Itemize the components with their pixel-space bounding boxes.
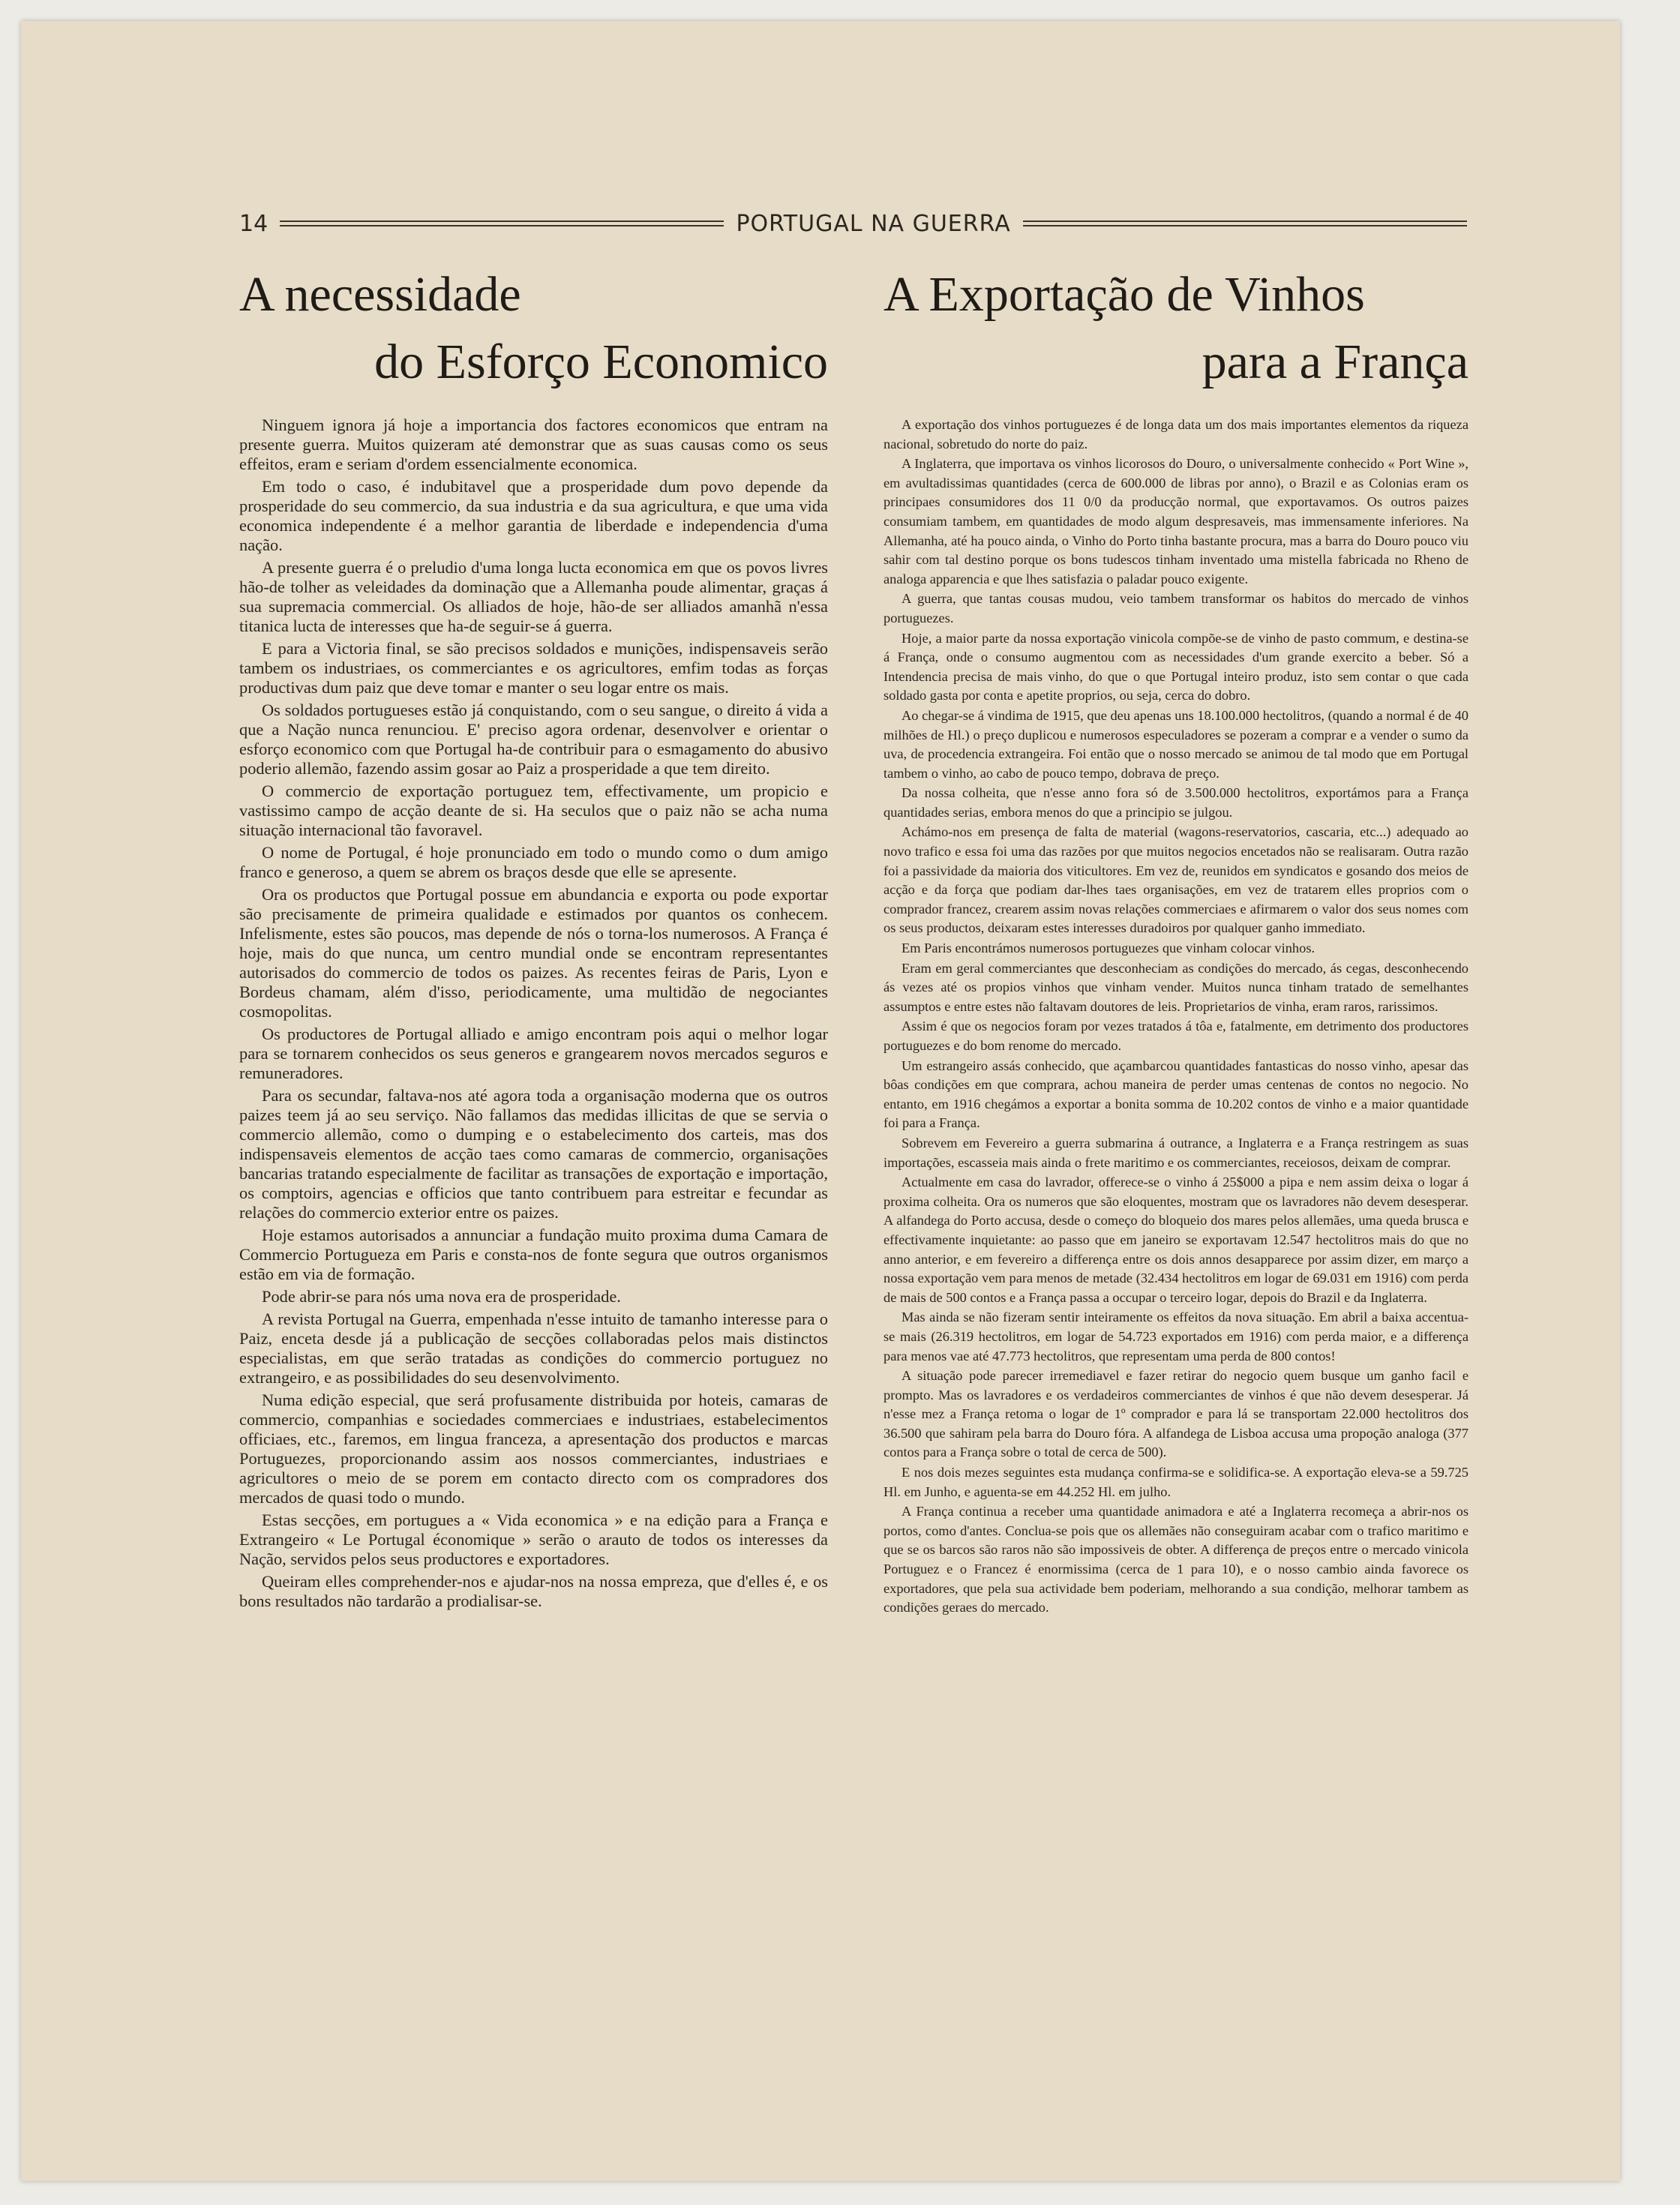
left-paragraph: Em todo o caso, é indubitavel que a prosperidade dum povo depende da prosperidade do seu commercio, da sua industria e da sua agricultura, e que uma vida economica independente é a melhor garantia de liberdade e independencia d'uma nação. [239,477,828,554]
right-paragraph: Assim é que os negocios foram por vezes tratados á tôa e, fatalmente, em detrimento dos productores portuguezes e do bom renome do mercado. [884,1018,1468,1053]
right-article [884,261,1468,1618]
right-paragraph: Achámo-nos em presença de falta de material (wagons-reservatorios, cascaria, etc...) adequado ao novo trafico e essa foi uma das razões por que muitos negocios encetados não se realisaram. Outra razão foi a passividade da maioria dos viticultores. Em vez de, reunidos em syndicatos e gosando dos meios de acção e da força que podiam dar-lhes taes organisações, em vez de tratarem elles proprios com o comprador francez, crearem assim novas relações commerciaes e afirmarem o valor dos seus nomes com os seus productos, deixaram estes interesses duradoiros por qualquer ganho immediato. [884,824,1468,936]
header-rule-left [280,220,724,226]
right-title-line2: para a França [1202,334,1468,389]
right-paragraph: Eram em geral commerciantes que desconheciam as condições do mercado, ás cegas, desconhecendo ás vezes até os propios vinhos que vinham vender. Muitos nunca tinham tratado de semelhantes assumptos e entre estes não faltavam doutores de leis. Proprietarios de vinha, eram raros, rarissimos. [884,960,1468,1014]
left-title-line1: A necessidade [239,267,521,322]
left-paragraph: Os productores de Portugal alliado e amigo encontram pois aqui o melhor logar para se tornarem conhecidos os seus generos e grangearem novos mercados seguros e remuneradores. [239,1024,828,1082]
right-paragraph: A Inglaterra, que importava os vinhos licorosos do Douro, o universalmente conhecido « Port Wine », em avultadissimas quantidades (cerca de 600.000 de libras por anno), o Brazil e as Colonias eram os principaes consumidores dos 11 0/0 da producção normal, que exportavamos. Os outros paizes consumiam tambem, em quantidades de modo algum despresaveis, mas immensamente inferiores. Na Allemanha, até ha pouco ainda, o Vinho do Porto tinha bastante procura, mas a barra do Douro pouco viu sahir com tal destino porque os bons tudescos tinham inventado uma mistella fabricada no Rheno de analoga apparencia e que lhes satisfazia o paladar pouco exigente. [884,456,1468,586]
left-article-title [239,261,828,396]
right-paragraph: A França continua a receber uma quantidade animadora e até a Inglaterra recomeça a abrir-nos os portos, como d'antes. Conclua-se pois que os allemães não conseguiram acabar com o trafico maritimo e que se os barcos são raros não são impossiveis de obter. A differença de preços entre o mercado vinicola Portuguez e o Francez é enormissima (cerca de 1 para 10), e o nosso cambio ainda favorece os exportadores, que pela sua actividade bem poderiam, melhorando a sua condição, melhorar tambem as condições geraes do mercado. [884,1504,1468,1616]
left-paragraph: Estas secções, em portugues a « Vida economica » e na edição para a França e Extrangeiro « Le Portugal économique » serão o arauto de todos os interesses da Nação, servidos pelos seus productores e exportadores. [239,1510,828,1568]
left-paragraph: Pode abrir-se para nós uma nova era de prosperidade. [262,1287,621,1306]
magazine-page [21,21,1620,2181]
right-paragraph: A situação pode parecer irremediavel e fazer retirar do negocio quem busque um ganho facil e prompto. Mas os lavradores e os verdadeiros commerciantes de vinhos é que não devem desesperar. Já n'esse mez a França retoma o logar de 1º comprador e para lá se transportam 22.000 hectolitros dos 36.500 que sahiram pela barra do Douro fóra. A alfandega de Lisboa accusa uma propoção analoga (377 contos para a França sobre o total de cerca de 500). [884,1368,1468,1460]
right-paragraph: Sobrevem em Fevereiro a guerra submarina á outrance, a Inglaterra e a França restringem as suas importações, escasseia mais ainda o frete maritimo e os commerciantes, receiosos, deixam de comprar. [884,1135,1468,1170]
left-paragraph: Para os secundar, faltava-nos até agora toda a organisação moderna que os outros paizes teem já ao seu serviço. Não fallamos das medidas illicitas de que se servia o commercio allemão, como o dumping e o estabelecimento dos carteis, mas dos indispensaveis elementos de acção taes como camaras de commercio, organisações bancarias tratando especialmente de facilitar as transações de exportação e importação, os comptoirs, agencias e officios que tanto contribuem para estreitar e fecundar as relações do commercio exterior entre os paizes. [239,1086,828,1222]
right-article-body [884,416,1468,1618]
left-paragraph: Ninguem ignora já hoje a importancia dos factores economicos que entram na presente guerra. Muitos quizeram até demonstrar que as suas causas como os seus effeitos, eram e seriam d'ordem essencialmente economica. [239,416,828,473]
right-title-line1: A Exportação de Vinhos [884,267,1365,322]
left-paragraph: Os soldados portugueses estão já conquistando, com o seu sangue, o direito á vida a que a Nação nunca renunciou. E' preciso agora ordenar, desenvolver e orientar o esforço economico com que Portugal ha-de contribuir para o esmagamento do abusivo poderio allemão, fazendo assim gosar ao Paiz a prosperidade a que tem direito. [239,700,828,778]
left-paragraph: Numa edição especial, que será profusamente distribuida por hoteis, camaras de commercio, companhias e sociedades commerciaes e industriaes, estabelecimentos officiaes, etc., faremos, em lingua franceza, a apresentação dos productos e marcas Portuguezes, proporcionando assim aos nossos commerciantes, industriaes e agricultores o meio de se porem em contacto directo com os compradores dos mercados de quasi todo o mundo. [239,1390,828,1507]
left-article-body [239,416,828,1611]
left-paragraph: Ora os productos que Portugal possue em abundancia e exporta ou pode exportar são precisamente de primeira qualidade e estimados por quantos os conhecem. Infelismente, estes são poucos, mas depende de nós o torna-los numerosos. A França é hoje, mais do que nunca, um centro mundial onde se encontram representantes autorisados do commercio de todos os paizes. As recentes feiras de Paris, Lyon e Bordeus chamam, além d'isso, periodicamente, uma multidão de negociantes cosmopolitas. [239,885,828,1021]
left-article [239,261,828,1614]
left-paragraph: E para a Victoria final, se são precisos soldados e munições, indispensaveis serão tambem os industriaes, os commerciantes e os agricultores, emfim todas as forças productivas dum paiz que deve tomar e manter o seu logar entre os mais. [239,639,828,697]
left-paragraph: A presente guerra é o preludio d'uma longa lucta economica em que os povos livres hão-de tolher as veleidades da dominação que a Allemanha poude alimentar, graças á sua supremacia commercial. Os alliados de hoje, hão-de ser alliados amanhã n'essa titanica lucta de interesses que ha-de seguir-se á guerra. [239,558,828,635]
right-paragraph: E nos dois mezes seguintes esta mudança confirma-se e solidifica-se. A exportação eleva-se a 59.725 Hl. em Junho, e aguenta-se em 44.252 Hl. em julho. [884,1465,1468,1499]
left-paragraph: A revista Portugal na Guerra, empenhada n'esse intuito de tamanho interesse para o Paiz, enceta desde já a publicação de secções collaboradas pelos mais distinctos especialistas, em que serão tratadas as condições do commercio portuguez no extrangeiro, e as possibilidades do seu desenvolvimento. [239,1310,828,1387]
publication-title: PORTUGAL NA GUERRA [736,210,1011,237]
right-paragraph: A guerra, que tantas cousas mudou, veio tambem transformar os habitos do mercado de vinhos portuguezes. [884,591,1468,626]
right-paragraph: Actualmente em casa do lavrador, offerece-se o vinho á 25$000 a pipa e nem assim deixa o logar á proxima colheita. Ora os numeros que são eloquentes, mostram que os lavradores não devem desesperar. A alfandega do Porto accusa, desde o começo do bloqueio dos mares pelos allemães, uma queda brusca e effectivamente inquietante: ao passo que em janeiro se exportavam 12.547 hectolitros mais do que no anno anterior, e em fevereiro a differença entre os dois annos desapparece por assim dizer, em março a nossa exportação vem para menos de metade (32.434 hectolitros em logar de 69.031 em 1916) com perda de mais de 500 contos e a França passa a occupar o terceiro logar, depois do Brazil e da Inglaterra. [884,1174,1468,1305]
left-paragraph: Queiram elles comprehender-nos e ajudar-nos na nossa empreza, que d'elles é, e os bons resultados não tardarão a prodialisar-se. [239,1572,828,1610]
right-article-title [884,261,1468,396]
left-paragraph: O commercio de exportação portuguez tem, effectivamente, um propicio e vastissimo campo de acção deante de si. Ha seculos que o paiz não se acha numa situação internacional tão favoravel. [239,782,828,839]
running-head [239,208,1467,238]
right-paragraph: Ao chegar-se á vindima de 1915, que deu apenas uns 18.100.000 hectolitros, (quando a normal é de 40 milhões de Hl.) o preço duplicou e numerosos especuladores se pozeram a comprar e a vender o sumo da uva, de procedencia extrangeira. Foi então que o nosso mercado se animou de tal modo que em Portugal tambem o vinho, ao cabo de pouco tempo, dobrava de preço. [884,707,1468,781]
right-paragraph: A exportação dos vinhos portuguezes é de longa data um dos mais importantes elementos da riqueza nacional, sobretudo do norte do paiz. [884,417,1468,452]
left-title-line2: do Esforço Economico [374,334,828,389]
right-paragraph: Um estrangeiro assás conhecido, que açambarcou quantidades fantasticas do nosso vinho, apesar das bôas condições em que comprara, achou maneira de perder umas centenas de contos no negocio. No entanto, em 1916 chegámos a exportar a bonita somma de 10.202 contos de vinho e a maior quantidade foi para a França. [884,1058,1468,1131]
right-paragraph: Da nossa colheita, que n'esse anno fora só de 3.500.000 hectolitros, exportámos para a França quantidades serias, embora menos do que a principio se julgou. [884,785,1468,820]
header-rule-right [1023,220,1467,226]
right-paragraph: Hoje, a maior parte da nossa exportação vinicola compõe-se de vinho de pasto commum, e destina-se á França, onde o consumo augmentou com as necessidades d'um grande exercito a beber. Só a Intendencia precisa de mais vinho, do que o que Portugal inteiro produz, isto sem contar o que cada soldado gasta por conta e apetite proprios, ou seja, cerca do dobro. [884,630,1468,704]
right-paragraph: Em Paris encontrámos numerosos portuguezes que vinham colocar vinhos. [902,940,1316,956]
right-paragraph: Mas ainda se não fizeram sentir inteiramente os effeitos da nova situação. Em abril a baixa accentua-se mais (26.319 hectolitros, em logar de 54.723 exportados em 1916) com perda maior, e a differença para menos vae até 47.773 hectolitros, que representam uma perda de 800 contos! [884,1310,1468,1364]
left-paragraph: Hoje estamos autorisados a annunciar a fundação muito proxima duma Camara de Commercio Portugueza em Paris e consta-nos de fonte segura que outros organismos estão em via de formação. [239,1226,828,1283]
left-paragraph: O nome de Portugal, é hoje pronunciado em todo o mundo como o dum amigo franco e generoso, a quem se abrem os braços desde que elle se apresente. [239,843,828,881]
page-number: 14 [239,210,268,237]
